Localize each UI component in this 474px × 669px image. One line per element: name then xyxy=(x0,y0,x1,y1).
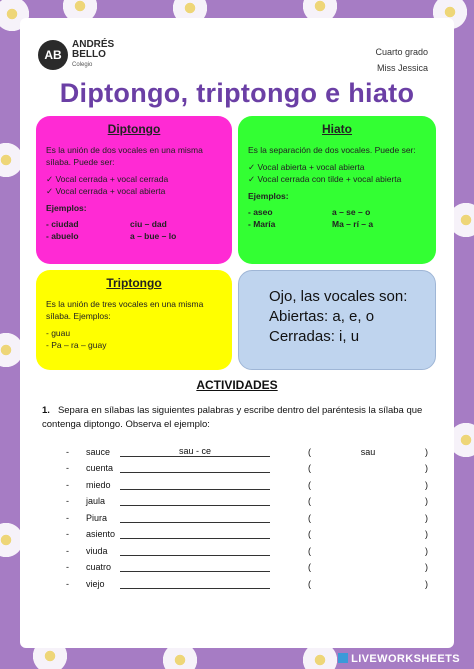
diphthong-answer-field[interactable] xyxy=(311,562,425,572)
syllable-answer-field[interactable] xyxy=(120,495,270,506)
exercise-rows xyxy=(66,440,446,589)
exercise-word: cuenta xyxy=(86,463,114,473)
diphthong-answer-field[interactable] xyxy=(311,529,425,539)
hiato-examples-label: Ejemplos: xyxy=(248,191,289,201)
teacher-label: Miss Jessica xyxy=(376,63,428,73)
exercise-row: - viuda ( ) xyxy=(66,545,428,556)
exercise-row: - viejo ( ) xyxy=(66,578,428,589)
vocales-card xyxy=(238,270,436,370)
example-split: a – se – o xyxy=(332,207,371,217)
hiato-card xyxy=(238,116,436,264)
liveworksheets-icon xyxy=(338,653,348,663)
example-word: - ciudad xyxy=(46,219,79,229)
logo-line-3: Colegio xyxy=(72,62,93,68)
exercise-row: - cuatro ( ) xyxy=(66,562,428,572)
exercise-word: sauce xyxy=(86,446,111,457)
example-split: ciu – dad xyxy=(130,219,167,229)
logo-line-1: ANDRÉS xyxy=(72,39,115,50)
diphthong-answer-field[interactable] xyxy=(311,546,425,556)
page-title: Diptongo, triptongo e hiato xyxy=(59,78,415,108)
hiato-type: ✓ Vocal cerrada con tilde + vocal abierta xyxy=(248,174,402,184)
syllable-answer-field[interactable] xyxy=(120,512,270,523)
exercise-word: Piura xyxy=(86,512,108,523)
triptongo-definition: Es la unión de tres vocales en una misma sílaba. Ejemplos: xyxy=(46,299,204,321)
exercise-row: - jaula ( ) xyxy=(66,496,428,506)
vocales-line-2: Abiertas: a, e, o xyxy=(269,308,375,325)
diptongo-type: ✓ Vocal cerrada + vocal cerrada xyxy=(46,174,169,184)
grade-label: Cuarto grado xyxy=(375,47,428,57)
example-word: - aseo xyxy=(248,207,273,217)
hiato-heading: Hiato xyxy=(322,122,352,136)
syllable-answer-field[interactable] xyxy=(120,462,270,473)
liveworksheets-logo[interactable] xyxy=(338,653,460,665)
school-logo xyxy=(38,40,114,70)
diphthong-answer-field[interactable] xyxy=(311,579,425,589)
example-split: a – bue – lo xyxy=(130,231,177,241)
diptongo-examples-label: Ejemplos: xyxy=(46,203,87,213)
exercise-row: - sauce sau - ce ( sau ) xyxy=(66,445,428,457)
diphthong-answer-field[interactable] xyxy=(311,496,425,506)
vocales-line-3: Cerradas: i, u xyxy=(269,328,360,345)
header-info xyxy=(375,44,428,76)
hiato-definition: Es la separación de dos vocales. Puede ser: xyxy=(248,145,416,155)
exercise-word: cuatro xyxy=(86,562,112,572)
diphthong-answer-field[interactable]: sau xyxy=(360,446,376,457)
diptongo-card xyxy=(36,116,232,264)
footer-brand: LIVEWORKSHEETS xyxy=(351,653,460,665)
syllable-answer-field[interactable] xyxy=(120,479,270,490)
diptongo-definition: Es la unión de dos vocales en una misma sílaba. Puede ser: xyxy=(46,145,203,167)
exercise-word: jaula xyxy=(86,496,106,506)
exercise-word: asiento xyxy=(86,529,116,539)
exercise-word: viuda xyxy=(86,545,108,556)
exercise-row: - miedo ( ) xyxy=(66,479,428,490)
activity-instruction xyxy=(42,404,442,432)
logo-line-2: BELLO xyxy=(72,49,106,60)
exercise-word: miedo xyxy=(86,479,111,490)
syllable-answer-field[interactable] xyxy=(120,528,270,539)
logo-badge-icon: AB xyxy=(38,40,68,70)
example-split: Ma – rí – a xyxy=(332,219,374,229)
syllable-answer-field[interactable] xyxy=(120,545,270,556)
syllable-answer-field[interactable]: sau - ce xyxy=(120,446,270,457)
exercise-row: - Piura ( ) xyxy=(66,512,428,523)
diptongo-heading: Diptongo xyxy=(107,122,161,136)
instruction-text: Separa en sílabas las siguientes palabras y escribe dentro del paréntesis la sílaba que contenga diptongo. Observa el ejemplo: xyxy=(42,405,423,430)
diphthong-answer-field[interactable] xyxy=(311,480,425,490)
hiato-type: ✓ Vocal abierta + vocal abierta xyxy=(248,162,365,172)
triptongo-example: - guau xyxy=(46,328,71,338)
triptongo-card xyxy=(36,270,232,370)
syllable-answer-field[interactable] xyxy=(120,561,270,572)
activities-title: ACTIVIDADES xyxy=(196,378,278,392)
syllable-answer-field[interactable] xyxy=(120,578,270,589)
example-word: - María xyxy=(248,219,276,229)
exercise-row: - asiento ( ) xyxy=(66,529,428,539)
activity-number: 1. xyxy=(42,405,50,416)
triptongo-heading: Triptongo xyxy=(106,276,162,290)
example-word: - abuelo xyxy=(46,231,79,241)
diphthong-answer-field[interactable] xyxy=(311,463,425,473)
diptongo-type: ✓ Vocal cerrada + vocal abierta xyxy=(46,186,166,196)
diphthong-answer-field[interactable] xyxy=(311,513,425,523)
vocales-line-1: Ojo, las vocales son: xyxy=(269,288,408,305)
exercise-row: - cuenta ( ) xyxy=(66,463,428,473)
exercise-word: viejo xyxy=(86,578,105,589)
triptongo-example: - Pa – ra – guay xyxy=(46,340,107,350)
